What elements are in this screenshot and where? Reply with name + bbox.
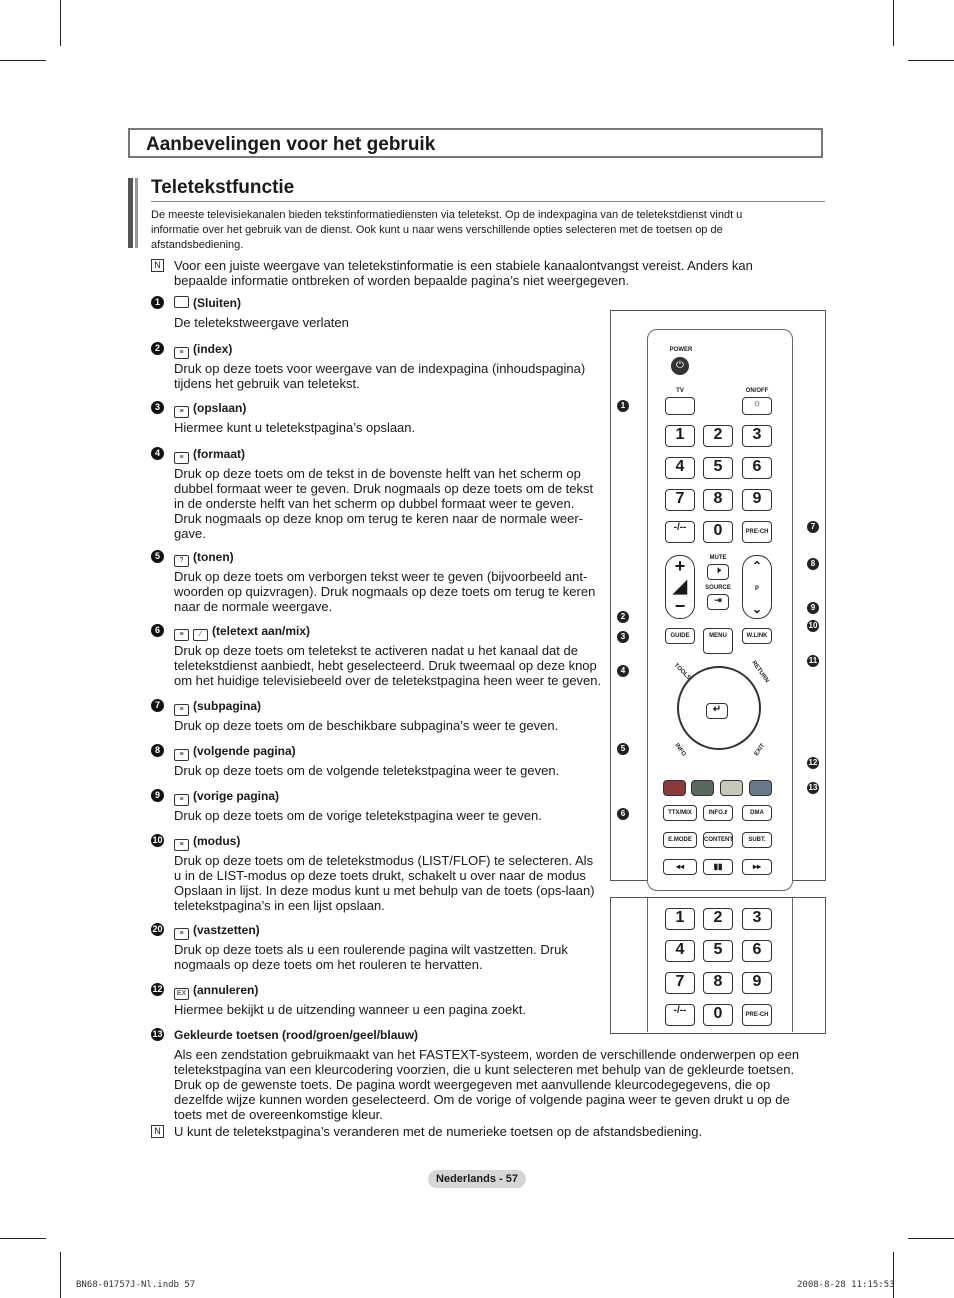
note-text: Voor een juiste weergave van teletekstinformatie is een stabiele kanaalontvangst vereist. Anders kan bepaalde informatie ontbreken of worden bepaalde pagina’s niet weergegeven. [174,258,753,288]
note-icon: N [151,1125,164,1138]
crop-mark [0,1238,46,1239]
channel-rocker: ⌃ P ⌄ [742,555,772,619]
callout: 6 [617,808,629,820]
dash-button: -/-- [665,1004,695,1026]
prech-button: PRE-CH [742,1004,772,1026]
digit-button: 1 [665,425,695,447]
item-title: (teletext aan/mix) [212,624,311,638]
tv-label: TV [676,388,684,394]
item-title: (modus) [193,834,241,848]
item-desc: Als een zendstation gebruikmaakt van het FASTEXT-systeem, worden de verschillende onderwerpen op een teletekstpagina van een kleurcodering voorzien, die u kunt selecteren met behulp van de gekleurde toetsen. Druk op de gewenste toets. De pagina wordt weergegeven met aanvullende kleurcodegegevens, die op dezelfde wijze kunnen worden geselecteerd. Om de vorige of volgende pagina weer te geven drukt u op de toets met de overeenkomstige kleur. [174,1047,800,1122]
dash-button: -/-- [665,521,695,543]
item-number: 2 [151,342,164,355]
callout: 1 [617,400,629,412]
size-key-icon: ≡ [174,452,189,464]
info-label: INFO [673,742,687,758]
item-title: (opslaan) [193,401,247,415]
mode-key-icon: ≡ [174,839,189,851]
digit-button: 7 [665,972,695,994]
item-desc: Druk op deze toets om de vorige teletekstpagina weer te geven. [174,808,542,823]
teletext-key-icon: ≡ [174,629,189,641]
content-button: CONTENT [703,832,733,848]
prech-button: PRE-CH [742,521,772,543]
item-number: 4 [151,447,164,460]
cancel-key-icon: EX [174,988,189,1000]
mix-key-icon: ⁄ [193,629,208,641]
item-desc: De teletekstweergave verlaten [174,315,349,330]
mute-label: MUTE [709,555,727,561]
callout: 8 [807,558,819,570]
tools-label: TOOLS [672,662,692,682]
item-title: (vastzetten) [193,923,260,937]
ttxmix-button: TTX/MIX [663,805,697,821]
item-title: Gekleurde toetsen (rood/groen/geel/blauw) [174,1028,419,1042]
item-desc: Druk op deze toets om teletekst te activeren nadat u het kanaal dat de teletekstdienst aanbiedt, hebt geselecteerd. Druk tweemaal op deze knop om het huidige televisiebeeld over de teletekstpagina heen weer te geven. [174,643,602,688]
blue-button [749,780,772,796]
digit-button: 2 [703,908,733,930]
callout: 4 [617,665,629,677]
item-desc: Druk op deze toets als u een roulerende pagina wilt vastzetten. Druk nogmaals op deze toets om het rouleren te hervatten. [174,942,568,972]
crop-mark [893,1252,894,1298]
item-title: (tonen) [193,550,234,564]
callout: 2 [617,611,629,623]
item-number: 10 [152,835,163,845]
light-button: ☼ [742,397,772,415]
store-key-icon: ≡ [174,406,189,418]
power-label: POWER [669,347,693,353]
intro-text: De meeste televisiekanalen bieden tekstinformatiediensten via teletekst. Op de indexpagina van de teletekstdienst vindt u informatie over het gebruik van de dienst. Ook kunt u naar wens verschillende opties selecteren met de toetsen op de afstandsbediening. [151,209,743,251]
item-number: 6 [151,624,164,637]
item-number: 7 [151,699,164,712]
keypad-illustration [610,897,826,1034]
infol-button: INFO.ℓ [703,805,733,821]
digit-button: 3 [742,425,772,447]
callout: 10 [808,621,818,630]
item-title: (annuleren) [193,983,259,997]
reveal-key-icon: ? [174,555,189,567]
item-title: (index) [193,342,233,356]
rewind-button: ◂◂ [663,859,697,875]
digit-button: 6 [742,940,772,962]
remote-illustration [610,310,826,881]
callout: 9 [807,602,819,614]
digit-button: 6 [742,457,772,479]
digit-button: 2 [703,425,733,447]
item-number: 13 [152,1029,163,1039]
digit-button: 7 [665,489,695,511]
zero-button: 0 [703,521,733,543]
item-desc: Druk op deze toets om de teletekstmodus (LIST/FLOF) te selecteren. Als u in de LIST-modus op deze toets drukt, schakelt u over naar de modus Opslaan in lijst. In deze modus kunt u met behulp van de toets (ops-laan) teletekstpagina’s in een lijst opslaan. [174,853,595,913]
page-number: Nederlands - 57 [428,1170,526,1188]
index-key-icon: ≡ [174,347,189,359]
digit-button: 8 [703,489,733,511]
item-title: (formaat) [193,447,246,461]
source-button: ⇥ [707,594,729,610]
section-title: Teletekstfunctie [151,177,295,198]
source-label: SOURCE [705,585,731,591]
tv-button [665,397,695,415]
red-button [663,780,686,796]
close-key-icon [174,296,189,308]
p-label: P [754,586,759,592]
volume-rocker: + ◢ − [665,555,695,619]
menu-button: MENU [703,628,733,654]
crop-mark [0,60,46,61]
callout: 5 [617,743,629,755]
item-title: (Sluiten) [193,296,241,310]
emode-button: E.MODE [663,832,697,848]
digit-button: 5 [703,940,733,962]
enter-button: ↵ [706,703,728,719]
green-button [691,780,714,796]
exit-label: EXIT [753,742,767,758]
digit-button: 9 [742,489,772,511]
digit-button: 3 [742,908,772,930]
pause-button: ▮▮ [703,859,733,875]
item-number: 1 [151,296,164,309]
digit-button: 4 [665,940,695,962]
callout: 12 [808,758,818,767]
power-icon: ⏻ [671,357,689,375]
next-page-key-icon: ≡ [174,749,189,761]
onoff-label: ON/OFF [745,388,769,394]
prev-page-key-icon: ≡ [174,794,189,806]
wlink-button: W.LINK [742,628,772,644]
callout: 11 [808,656,818,665]
item-number: 20 [152,924,163,934]
item-number: 9 [151,789,164,802]
digit-button: 8 [703,972,733,994]
zero-button: 0 [703,1004,733,1026]
yellow-button [720,780,743,796]
guide-button: GUIDE [665,628,695,644]
item-desc: Hiermee kunt u teletekstpagina’s opslaan. [174,420,416,435]
callout: 3 [617,631,629,643]
crop-mark [908,1238,954,1239]
subpage-key-icon: ≡ [174,704,189,716]
section-divider [151,201,825,202]
crop-mark [60,1252,61,1298]
callout: 13 [808,783,818,792]
mute-button: 🕨 [707,564,729,580]
item-desc: Druk op deze toets om de beschikbare subpagina’s weer te geven. [174,718,559,733]
chapter-title: Aanbevelingen voor het gebruik [146,134,436,155]
callout: 7 [807,521,819,533]
digit-button: 4 [665,457,695,479]
crop-mark [60,0,61,46]
crop-mark [908,60,954,61]
hold-key-icon: ≡ [174,928,189,940]
item-number: 5 [151,550,164,563]
item-title: (subpagina) [193,699,261,713]
item-desc: Druk op deze toets om de volgende teletekstpagina weer te geven. [174,763,560,778]
ffwd-button: ▸▸ [742,859,772,875]
digit-button: 1 [665,908,695,930]
item-desc: Druk op deze toets om de tekst in de bovenste helft van het scherm op dubbel formaat weer te geven. Druk nogmaals op deze toets om de tekst in de onderste helft van het scherm op dubbel formaat weer te geven. Druk nogmaals op deze knop om terug te keren naar de normale weer-gave. [174,466,594,541]
print-file: BN68-01757J-Nl.indb 57 [76,1280,196,1290]
section-bar [135,178,138,248]
chapter-header [128,128,823,158]
item-title: (vorige pagina) [193,789,280,803]
item-desc: Hiermee bekijkt u de uitzending wanneer u een pagina zoekt. [174,1002,526,1017]
note-text: U kunt de teletekstpagina’s veranderen met de numerieke toetsen op de afstandsbediening. [174,1124,703,1139]
digit-button: 5 [703,457,733,479]
item-number: 3 [151,401,164,414]
item-number: 12 [152,984,163,994]
crop-mark [893,0,894,46]
item-desc: Druk op deze toets voor weergave van de indexpagina (inhoudspagina) tijdens het gebruik van teletekst. [174,361,586,391]
subt-button: SUBT. [742,832,772,848]
note-icon: N [151,259,164,272]
return-label: RETURN [750,660,770,684]
item-number: 8 [151,744,164,757]
item-desc: Druk op deze toets om verborgen tekst weer te geven (bijvoorbeeld ant-woorden op quizvragen). Druk nogmaals op deze toets om terug te keren naar de normale weergave. [174,569,596,614]
digit-button: 9 [742,972,772,994]
print-stamp: 2008-8-28 11:15:53 [797,1280,895,1290]
section-bar [128,178,133,248]
dma-button: DMA [742,805,772,821]
item-title: (volgende pagina) [193,744,296,758]
